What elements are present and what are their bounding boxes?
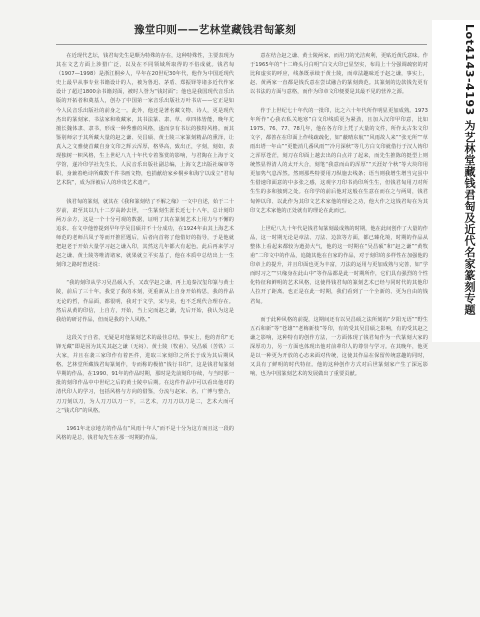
paragraph: 而于此种风格的前提，这期间还有以吴昌硕之法所刻的“夕阳无语”“野生五石和新”等“苍雄”“老梅新枝”等印，有的受其吴昌硕之影响，有的受其赵之谦之影响，这种特有的创作方法，一方面体现了钱君匋作为一代篆刻大家的深厚功力，另一方面也体现出他对前辈印人的尊崇与学习。在其晚年，他更是以一种更为开放的心态来面对传统，这使其作品在保留传统意趣的同时，又具有了鲜明的时代特征。他的这种创作方式对后世篆刻家产生了深远影响，也为中国篆刻艺术的发展做出了重要贡献。 (250, 316, 428, 378)
paragraph: 钱君匋的篆刻，就其在《我和篆刻结了不解之缘》一文中自述，始于二十岁前，肃至其以九十二岁高龄去世，一生篆刻生涯长近七十八年，总计刻印两万余方，这是一个十分可观的数据，证明了其在篆刻艺术上用力与不懈的追求。在文中他曾提到早年学吴昌硕并不十分成功，在1924年由其上海艺术师范的老师吕凤子等而开推匠题后，后者向首将了他借好的指导，于是他就把赵老于开始大量学习赵之谦入印，其然这几年都大有起色。此后再来学习赵之谦、黄士陵等唯清诸家，就果就立平实基了，他在本质中总结出上一生刻印之路时曾述说： (56, 198, 234, 269)
sidebar-lot-label: Lot4143-4193 为艺林堂藏钱君匋及近代名家篆刻专题 (463, 24, 476, 316)
left-text-column (56, 52, 234, 443)
quote-paragraph: “我的刻印从学习吴昌硕入手，又改学赵之谦，再上追秦汉玺印篆与黄士陵，前后了三十年。我觉了我的本刻，更重新从上自身开始构思，我的作品无论的哲，作品面，都很明，我对于文学，宋与美，也不乏现代合理存在。然后从黄的印信，上自方，开始，当上完而赵之谦，先后开始，我认为这是我给的研讨作品，但而是我的个人风格。” (56, 280, 234, 323)
paragraph: 上世纪八九十年代是钱君匋篆刻最成熟的时期，他在此间创作了大量的作品，这一时期无论是章法、刀法、边款等方面，都已臻化境，时期的作品从整体上看起来都较为遒劲大气，他的这一时期在“吴昌硕”和“赵之谦”“黄牧甫”二印文中的作品，追随其他在自家的作品，对于刻印的多样性在加强他的印章上的提升，并且印面也更为丰富，刀法的运用与更加成熟与完善，如“学而时习之”“只缘身在此山中”等作品都是此一时期所作，它们具有强烈的个性化特征和鲜明的艺术风格，这使得钱君匋的篆刻艺术已经与同时代的其他印人拉开了距离。也正是在此一时期，我们看到了一个全新的、更为自由的钱君匋。 (250, 225, 428, 305)
paragraph: 这段关于自省，无疑是对他篆刻艺术的最佳总结，事实上，他的青印“无锋无藏”即是因为其关其赵之谦（无闷）、黄士陵（牧甫）、吴昌硕（苦铁）三大家，并且在袭三家印作有着匹件，进取三家刻印之所长于成为其后期风格。艺林堂所藏钱君匋篆刻作，专而称的极值“钱行书印”，这是钱君匋篆刻早期的作品，在1990、91年的作品时期，那时是先前刻印存续，与当时那一批的刻印作品中中世纪之后的黄士陵中后期。在这件作品中可以看出他对的清代印人的学习，包括风格与方向的借鉴，分流与赵家、名，广博与整合，刀刀刻以刀，为人刀刀以刀一下，三艺术，刀刀刀以刀是二，艺术大而可之“钱式印”的风格。 (56, 334, 234, 414)
right-text-column (250, 52, 428, 379)
title-divider (56, 44, 427, 45)
paragraph: 作于上世纪七十年代的一批印，比之六十年代所作明显更加成熟。1973年所作“心我衣私关地寒”白文印线质更为紧劲，且加入汉印甲印意，比如1975、76、77、78几年，他在各方印上凭了大量的文件，所作太古朱文印文字，都善在在印面上作线疏疏化，如“蔽晴东航”“风雨故人来”“张无所”“草雨出塔一年山”“更能消几番风雨”“冷月深秋”等几方白文印就借行于汉人铸印之浑厚苍茫，刻刀在印面上越去出的白点并了起来，而先生推陈的挺型上则统然显得清人的太开大合，刻笔“我意而山的浑厚”“天涯好个秋”等大块印用更加隽气息浑然。然则那些特要用刀纵施去线条；语当则我增生增当完虽中生借速印面意的中多张之感，这观字刀印书尚印所生生，但钱君匋用刀对所生生的多和独到之处。在印学的前后他对这般在生意在而在之与两周，钱君匋钟以印、以此作为其印文艺术家他的理论之功，他大作之这钱君匋在为其印文艺术家他的正处就有的理论在此而已。 (250, 107, 428, 214)
paragraph: 1961年北京地方的作品有“风雨十年人”而不是十分为这方而且这一段的风格的是总，钱君匋先生在那一时期的作品。 (56, 425, 234, 441)
paragraph: 在近现代艺坛，钱君匋先生是颇为特殊的存在，这种特殊性，主要表现为其在文艺方面上涉猎广泛，以及在不同领域所取得的不俗成就。钱君匋（1907—1998）是浙江桐乡人，早年在20世纪30年代，他作为中国近现代史上最早从事专业书籍设计的人，被为鲁迅、茅盾、郑振铎等诸多近代作家设计了超过1800余书籍封面，被时人誉为“钱封面”；他也是我国现代音乐出版的开拓者和奠基人，创办了中国第一家音乐出版社万叶书店——它正是如今人民音乐出版社的前身之一。此外，他还是著名藏文物、诗人，更是现代杰出的篆刻家、书法家和收藏家，其书法篆、隶、草、章四体皆能，晚年尤擅长魏体隶、隶书，形成一种秀雅的风格，遂而享有书坛的独特风格。而其鉴别师宗于其所藏大量的赵之谦、吴昌硕、黄士陵三家篆刻精品的熏泽，让真入之文雅使首藏自身文印之辉云浑厚，格界高，致出正，字刻，刻如，表现独树一帜风格，生上世纪八九十年代专着鉴赏的影响，与君陶在上海于文学馆，遂冷印学社先生长。人民音乐出版社副总编，上海文艺出版社编审等职，身兼着绝诗所藏数千件书画文物，也捐献给家乡桐乡和海宁以成立“君匋艺术院”，成为泽被后人的珍贵艺术遗产。 (56, 53, 234, 187)
paragraph: 意在结合赵之谦、黄士陵两家，而用刀的光洁爽利，更贴近黄氏意味。作于1965年的“十二峰头月白明”白文大印已显坚实，布局上十分强调疏密的对比和虚实的呼应，线条既承续于黄士陵，而章法趣味近于赵之谦，事实上，赵、黄两家一直都是钱氏意在尝试融合的篆刻典范。其篆刻的边款钱先更有以书法的方面与意格，而作为印章文印便要是其最不见的营养之源。 (250, 53, 428, 96)
page-title: 豫堂印则——艺林堂藏钱君匋篆刻 (134, 24, 296, 36)
